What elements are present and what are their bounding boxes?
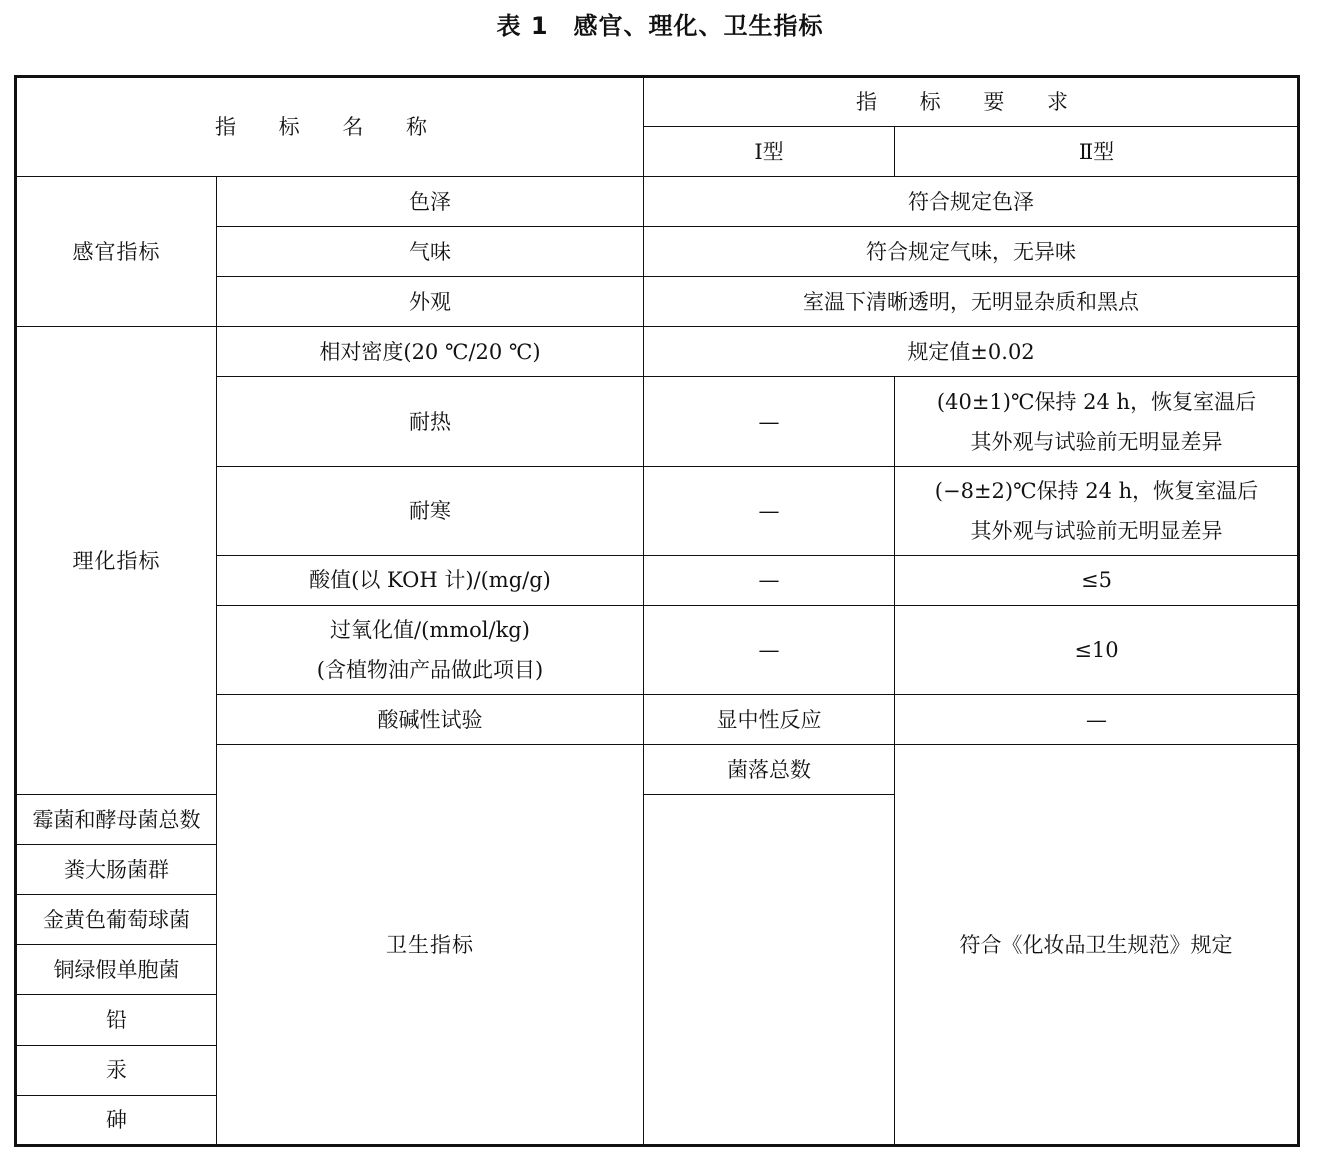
table-row — [16, 327, 1299, 377]
indicator-name: 气味 — [217, 227, 644, 277]
type1-value: — — [644, 555, 895, 605]
requirement-header: 指 标 要 求 — [644, 77, 1299, 127]
value-line: 其外观与试验前无明显差异 — [970, 518, 1223, 543]
hygiene-category: 卫生指标 — [217, 745, 644, 1146]
header-row — [16, 77, 1299, 127]
indicator-name-header: 指 标 名 称 — [16, 77, 644, 177]
value-line: (40±1)℃保持 24 h，恢复室温后 — [936, 389, 1257, 414]
indicator-name: 粪大肠菌群 — [16, 845, 217, 895]
indicator-name: 色泽 — [217, 177, 644, 227]
sensory-category: 感官指标 — [16, 177, 217, 327]
indicator-table — [14, 75, 1300, 1147]
type1-header: Ⅰ型 — [644, 127, 895, 177]
type2-value — [895, 466, 1299, 555]
type1-value: — — [644, 605, 895, 694]
indicator-name: 铜绿假单胞菌 — [16, 945, 217, 995]
indicator-name: 酸碱性试验 — [217, 695, 644, 745]
type1-value: — — [644, 377, 895, 466]
type1-value: 显中性反应 — [644, 695, 895, 745]
physchem-category: 理化指标 — [16, 327, 217, 795]
type2-value: ≤10 — [895, 605, 1299, 694]
indicator-name: 耐热 — [217, 377, 644, 466]
hygiene-value: 符合《化妆品卫生规范》规定 — [895, 745, 1299, 1146]
indicator-name: 霉菌和酵母菌总数 — [16, 795, 217, 845]
type2-header: Ⅱ型 — [895, 127, 1299, 177]
indicator-name: 相对密度(20 ℃/20 ℃) — [217, 327, 644, 377]
type1-value: — — [644, 466, 895, 555]
table-title: 表 1 感官、理化、卫生指标 — [496, 12, 824, 40]
indicator-value: 规定值±0.02 — [644, 327, 1299, 377]
indicator-name — [217, 605, 644, 694]
indicator-value: 符合规定色泽 — [644, 177, 1299, 227]
value-line: 其外观与试验前无明显差异 — [970, 429, 1223, 454]
indicator-name: 酸值(以 KOH 计)/(mg/g) — [217, 555, 644, 605]
indicator-name: 铅 — [16, 995, 217, 1045]
indicator-name: 砷 — [16, 1095, 217, 1145]
name-line: 过氧化值/(mmol/kg) — [330, 617, 530, 642]
indicator-name: 汞 — [16, 1045, 217, 1095]
type2-value: ≤5 — [895, 555, 1299, 605]
type2-value: — — [895, 695, 1299, 745]
indicator-name: 外观 — [217, 277, 644, 327]
type2-value — [895, 377, 1299, 466]
indicator-value: 符合规定气味，无异味 — [644, 227, 1299, 277]
table-row — [16, 177, 1299, 227]
indicator-name: 耐寒 — [217, 466, 644, 555]
indicator-value: 室温下清晰透明，无明显杂质和黑点 — [644, 277, 1299, 327]
indicator-name: 菌落总数 — [644, 745, 895, 795]
indicator-name: 金黄色葡萄球菌 — [16, 895, 217, 945]
value-line: (−8±2)℃保持 24 h，恢复室温后 — [934, 478, 1259, 503]
name-line: (含植物油产品做此项目) — [316, 657, 544, 682]
